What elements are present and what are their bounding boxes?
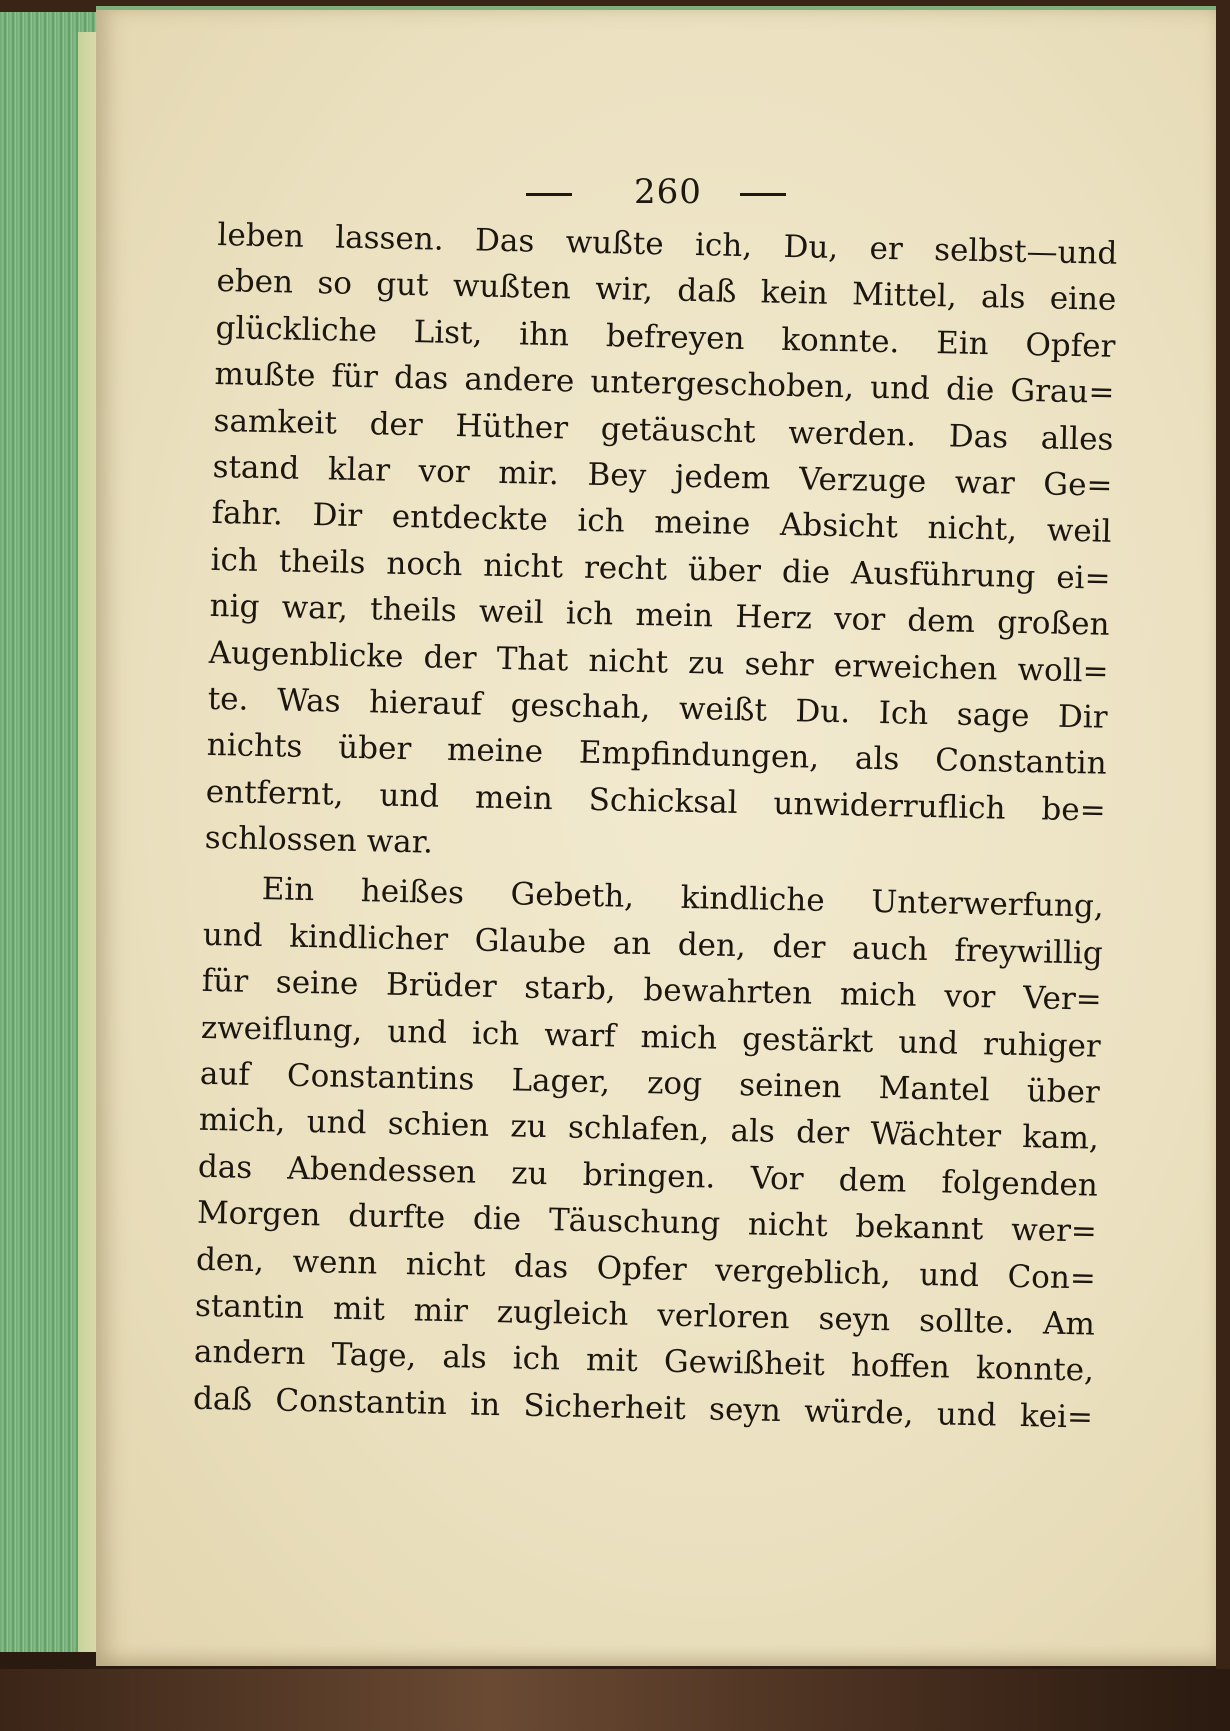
- text-line: glückliche List, ihn befreyen konnte. Ein Opfer: [215, 309, 1116, 365]
- paragraph-2: [193, 865, 1104, 1440]
- text-line: andern Tage, als ich mit Gewißheit hoffen konnte,: [193, 1334, 1095, 1389]
- text-line: das Abendessen zu bringen. Vor dem folgenden: [197, 1148, 1099, 1204]
- text-line: und kindlicher Glaube an den, der auch freywillig: [202, 916, 1104, 972]
- text-line: daß Constantin in Sicherheit seyn würde, und kei=: [192, 1380, 1094, 1436]
- text-line: schlossen war.: [204, 819, 434, 861]
- text-line: mußte für das andere untergeschoben, und die Grau=: [214, 356, 1115, 411]
- text-line: samkeit der Hüther getäuscht werden. Das alles: [213, 402, 1114, 458]
- text-line: stantin mit mir zugleich verloren seyn sollte. Am: [194, 1287, 1096, 1343]
- page-number: 260: [634, 172, 702, 212]
- book-cover-edge-bottom: [0, 1669, 1230, 1731]
- text-line: nichts über meine Empfindungen, als Constantin: [206, 727, 1108, 783]
- text-line: Morgen durfte die Täuschung nicht bekannt wer=: [196, 1194, 1098, 1250]
- header-dash-right: [740, 193, 786, 196]
- header-dash-left: [526, 193, 572, 196]
- text-line: Ein heißes Gebeth, kindliche Unterwerfung,: [261, 871, 1105, 926]
- body-text: [193, 212, 1118, 1441]
- text-line: stand klar vor mir. Bey jedem Verzuge war Ge=: [212, 448, 1113, 504]
- text-line: den, wenn nicht das Opfer vergeblich, und Con=: [195, 1241, 1097, 1297]
- text-line: ich theils noch nicht recht über die Ausführung ei=: [210, 541, 1111, 597]
- text-line: eben so gut wußten wir, daß kein Mittel, als eine: [216, 263, 1117, 319]
- page-header: [96, 172, 1216, 212]
- text-line: te. Was hierauf geschah, weißt Du. Ich sage Dir: [207, 680, 1108, 736]
- paragraph-1: [204, 212, 1117, 880]
- text-line: zweiflung, und ich warf mich gestärkt und ruhiger: [200, 1009, 1102, 1065]
- text-line: leben lassen. Das wußte ich, Du, er selbst—und: [217, 216, 1118, 272]
- text-line: mich, und schien zu schlafen, als der Wächter kam,: [198, 1102, 1100, 1158]
- text-line: entfernt, und mein Schicksal unwiderruflich be=: [205, 773, 1107, 829]
- book-cover-edge-right: [1216, 0, 1230, 1731]
- text-line: fahr. Dir entdeckte ich meine Absicht nicht, weil: [211, 495, 1112, 551]
- text-line: auf Constantins Lager, zog seinen Mantel über: [199, 1055, 1101, 1111]
- text-line: Augenblicke der That nicht zu sehr erweichen woll=: [208, 634, 1109, 690]
- text-line: nig war, theils weil ich mein Herz vor dem großen: [209, 588, 1110, 643]
- text-line: für seine Brüder starb, bewahrten mich vor Ver=: [201, 963, 1103, 1018]
